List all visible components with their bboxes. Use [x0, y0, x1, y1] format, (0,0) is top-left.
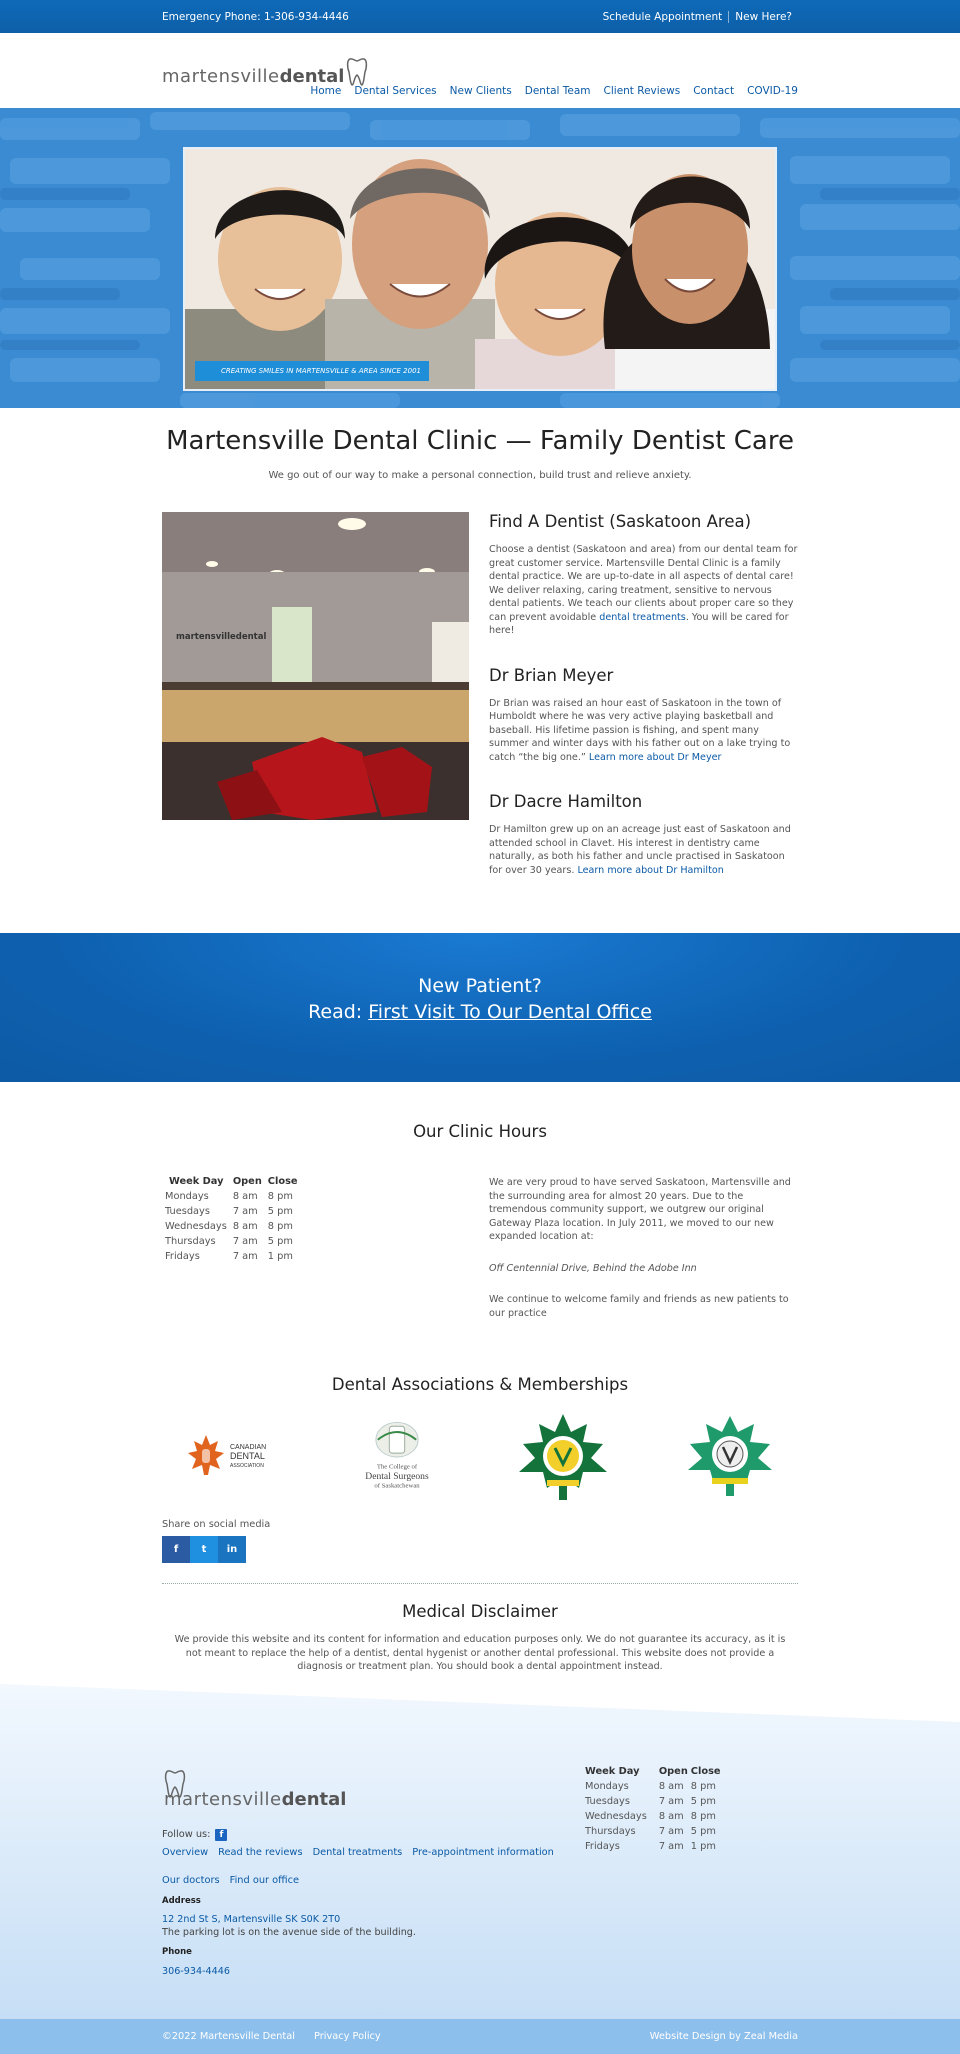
address-link[interactable]: 12 2nd St S, Martensville SK S0K 2T0 [162, 1913, 341, 1925]
hero-banner [0, 108, 960, 408]
hours-day: Wednesdays [165, 1221, 227, 1232]
hours-header-row [162, 1176, 301, 1191]
hours-close: 5 pm [690, 1795, 716, 1807]
phone-link[interactable]: 306-934-4446 [162, 1965, 230, 1977]
address-label: Address [162, 1895, 201, 1906]
table-row [585, 1841, 724, 1856]
hours-day: Thursdays [165, 1236, 216, 1247]
hours-day: Fridays [165, 1251, 200, 1262]
top-bar [0, 0, 960, 33]
dentist-info-column [489, 512, 798, 877]
hours-header-row [585, 1766, 724, 1781]
reviews-link[interactable]: Read the reviews [218, 1846, 303, 1858]
hours-day: Mondays [585, 1780, 629, 1792]
follow-label: Follow us: [162, 1829, 211, 1840]
office-illustration [162, 512, 469, 820]
hours-header-day: Week Day [169, 1176, 224, 1187]
footer-links-2 [162, 1875, 299, 1886]
page-title: Martensville Dental Clinic — Family Dentist Care [166, 426, 794, 456]
dental-treatments-link[interactable]: dental treatments [599, 611, 686, 623]
divider [162, 1583, 798, 1584]
new-patient-read [0, 1001, 960, 1023]
hours-para-2: We continue to welcome family and friends as new patients to our practice [489, 1294, 789, 1319]
cdss-text-3: of Saskatchewan [373, 1482, 420, 1490]
hours-open: 7 am [232, 1236, 258, 1247]
dr-hamilton-block [489, 792, 798, 877]
hours-close: 8 pm [690, 1780, 716, 1792]
intro-section [162, 408, 798, 481]
nav-covid[interactable]: COVID-19 [747, 85, 798, 97]
dr-hamilton-title: Dr Dacre Hamilton [489, 792, 643, 811]
dr-meyer-link[interactable]: Learn more about Dr Meyer [588, 751, 722, 763]
footer-hours-table [585, 1766, 724, 1856]
family-photo [183, 147, 777, 391]
cdss-text-1: The College of [376, 1463, 417, 1471]
hours-open: 8 am [658, 1810, 684, 1822]
hours-section [162, 1122, 798, 1674]
emergency-phone[interactable]: Emergency Phone: 1-306-934-4446 [162, 10, 349, 23]
cda-text-2: DENTAL [230, 1451, 265, 1461]
associations-logos [162, 1413, 798, 1501]
hours-day: Wednesdays [585, 1810, 647, 1822]
hours-open: 7 am [658, 1825, 684, 1837]
hours-day: Thursdays [585, 1825, 636, 1837]
hours-close: 8 pm [267, 1221, 293, 1232]
main-nav [310, 85, 798, 97]
overview-link[interactable]: Overview [162, 1846, 209, 1858]
cda-logo[interactable] [182, 1413, 278, 1501]
dr-hamilton-body: Dr Hamilton grew up on an acreage just east of Saskatoon and attended school in Clavet. His interest in dentistry came naturally, as both his father and uncle practised in Saskatoon for over 30 years. [489, 824, 791, 876]
find-dentist-title: Find A Dentist (Saskatoon Area) [489, 512, 752, 531]
tooth-icon [346, 55, 368, 87]
hours-description [489, 1176, 798, 1320]
family-illustration [185, 149, 775, 389]
hours-close: 5 pm [267, 1236, 293, 1247]
table-row [162, 1236, 301, 1251]
hours-header-close: Close [267, 1176, 298, 1187]
facebook-icon[interactable]: f [215, 1829, 227, 1841]
hours-close: 8 pm [690, 1810, 716, 1822]
new-patient-heading: New Patient? [418, 975, 542, 997]
hero-tagline: CREATING SMILES IN MARTENSVILLE & AREA SINCE 2001 [195, 361, 429, 381]
hours-day: Mondays [165, 1191, 209, 1202]
schedule-appointment-link[interactable]: Schedule Appointment [602, 10, 723, 23]
hours-open: 8 am [232, 1191, 258, 1202]
find-office-link[interactable]: Find our office [229, 1874, 300, 1886]
hours-open: 7 am [658, 1840, 684, 1852]
nav-client-reviews[interactable]: Client Reviews [603, 85, 681, 97]
pre-appointment-link[interactable]: Pre-appointment information [412, 1846, 554, 1858]
hours-close: 8 pm [267, 1191, 293, 1202]
bottom-bar [0, 2019, 960, 2054]
nav-contact[interactable]: Contact [693, 85, 735, 97]
copyright: ©2022 Martensville Dental [162, 2030, 295, 2042]
our-doctors-link[interactable]: Our doctors [162, 1874, 220, 1886]
footer-hours-header-day: Week Day [585, 1765, 640, 1777]
hours-open: 7 am [658, 1795, 684, 1807]
disclaimer-text: We provide this website and its content for information and education purposes only. We do not guarantee its accuracy, as it is not meant to replace the help of a dentist, dental hygenist or another dental professional. This website does not provide a diagnosis or treatment plan. You should book a dental appointment instead. [174, 1634, 786, 1672]
table-row [162, 1251, 301, 1266]
dr-hamilton-text [489, 823, 798, 877]
facebook-icon: f [173, 1544, 179, 1555]
site-logo[interactable] [162, 55, 368, 87]
clinic-location: Off Centennial Drive, Behind the Adobe Inn [489, 1262, 697, 1274]
header [0, 33, 960, 108]
footer-logo-text-2: dental [281, 1788, 347, 1810]
dr-meyer-title: Dr Brian Meyer [489, 665, 614, 685]
hours-para-1: We are very proud to have served Saskatoon, Martensville and the surrounding area for almost 20 years. Due to the tremendous community support, we outgrew our original Gateway Plaza location. In July 2011, we moved to our new expanded location at: [489, 1177, 791, 1242]
footer-links-1 [162, 1847, 554, 1858]
hours-open: 7 am [232, 1251, 258, 1262]
table-row [162, 1206, 301, 1221]
footer [0, 1684, 960, 2019]
hours-open: 7 am [232, 1206, 258, 1217]
parking-note: The parking lot is on the avenue side of the building. [162, 1926, 416, 1938]
linkedin-share-button[interactable] [218, 1536, 246, 1563]
intro-subtitle: We go out of our way to make a personal connection, build trust and relieve anxiety. [268, 470, 692, 481]
cda-text-1: CANADIAN [230, 1444, 267, 1451]
hours-day: Tuesdays [165, 1206, 210, 1217]
new-patient-banner [0, 933, 960, 1082]
find-dentist-body: Choose a dentist (Saskatoon and area) from our dental team for great customer service. Martensville Dental Clinic is a family dental practice. We are up-to-date in all aspects of dental care! We deliver relaxing, caring treatment, sensitive to nervous dental patients. We teach our clients about proper care so they can prevent avoidable [489, 544, 798, 623]
hours-close: 1 pm [690, 1840, 716, 1852]
hours-close: 1 pm [267, 1251, 293, 1262]
find-dentist-end: . You will be cared for here! [489, 611, 789, 636]
twitter-share-button[interactable] [190, 1536, 218, 1563]
hours-day: Fridays [585, 1840, 620, 1852]
sask-dental-association-logo[interactable] [515, 1413, 611, 1501]
table-row [585, 1826, 724, 1841]
office-photo [162, 512, 469, 820]
footer-address [162, 1894, 416, 1939]
phone-label: Phone [162, 1946, 192, 1957]
nav-home[interactable]: Home [310, 85, 342, 97]
hours-open: 8 am [232, 1221, 258, 1232]
hours-table [162, 1176, 489, 1320]
dr-hamilton-link[interactable]: Learn more about Dr Hamilton [577, 864, 724, 876]
office-sign: martensvilledental [176, 632, 267, 642]
new-here-link[interactable]: New Here? [728, 11, 798, 23]
footer-logo-text-1: martensville [164, 1788, 282, 1810]
follow-us [162, 1829, 227, 1841]
hours-open: 8 am [658, 1780, 684, 1792]
dr-meyer-block [489, 666, 798, 765]
hours-day: Tuesdays [585, 1795, 630, 1807]
twitter-icon: t [201, 1544, 207, 1555]
cdss-text-2: Dental Surgeons [364, 1471, 429, 1483]
disclaimer-title: Medical Disclaimer [402, 1602, 558, 1621]
table-row [585, 1811, 724, 1826]
facebook-share-button[interactable] [162, 1536, 190, 1563]
linkedin-icon: in [226, 1544, 238, 1555]
read-label: Read: [308, 1001, 369, 1023]
first-visit-link[interactable]: First Visit To Our Dental Office [368, 1001, 652, 1023]
hours-close: 5 pm [690, 1825, 716, 1837]
cda-text-3: ASSOCIATION [230, 1463, 264, 1469]
cdss-logo[interactable] [349, 1413, 445, 1501]
hours-close: 5 pm [267, 1206, 293, 1217]
table-row [585, 1781, 724, 1796]
nav-new-clients[interactable]: New Clients [449, 85, 512, 97]
table-row [162, 1191, 301, 1206]
nav-dental-services[interactable]: Dental Services [354, 85, 437, 97]
footer-hours-header-open: Open [658, 1765, 688, 1777]
logo-text-1: martensville [162, 66, 280, 87]
find-dentist-text [489, 543, 798, 638]
footer-hours-header-close: Close [690, 1765, 721, 1777]
share-buttons [162, 1536, 798, 1563]
dr-meyer-text [489, 697, 798, 765]
footer-phone [162, 1945, 230, 1978]
share-label: Share on social media [162, 1519, 271, 1530]
find-dentist-block [489, 512, 798, 638]
table-row [585, 1796, 724, 1811]
privacy-policy-link[interactable]: Privacy Policy [313, 2030, 381, 2042]
dentists-section [162, 512, 798, 877]
table-row [162, 1221, 301, 1236]
hours-header-open: Open [232, 1176, 262, 1187]
dental-assistants-logo[interactable] [682, 1413, 778, 1501]
treatments-link[interactable]: Dental treatments [312, 1846, 403, 1858]
website-design-credit[interactable]: Website Design by Zeal Media [649, 2030, 798, 2042]
hours-title: Our Clinic Hours [413, 1122, 547, 1141]
dr-meyer-body: Dr Brian was raised an hour east of Saskatoon in the town of Humboldt where he was very active playing basketball and baseball. His lifetime passion is fishing, and spent many summer and winter days with his father out on a lake trying to catch “the big one.” [489, 697, 791, 763]
nav-dental-team[interactable]: Dental Team [524, 85, 591, 97]
logo-text-2: dental [279, 66, 345, 87]
associations-title: Dental Associations & Memberships [331, 1375, 629, 1394]
footer-logo[interactable] [164, 1767, 347, 1810]
